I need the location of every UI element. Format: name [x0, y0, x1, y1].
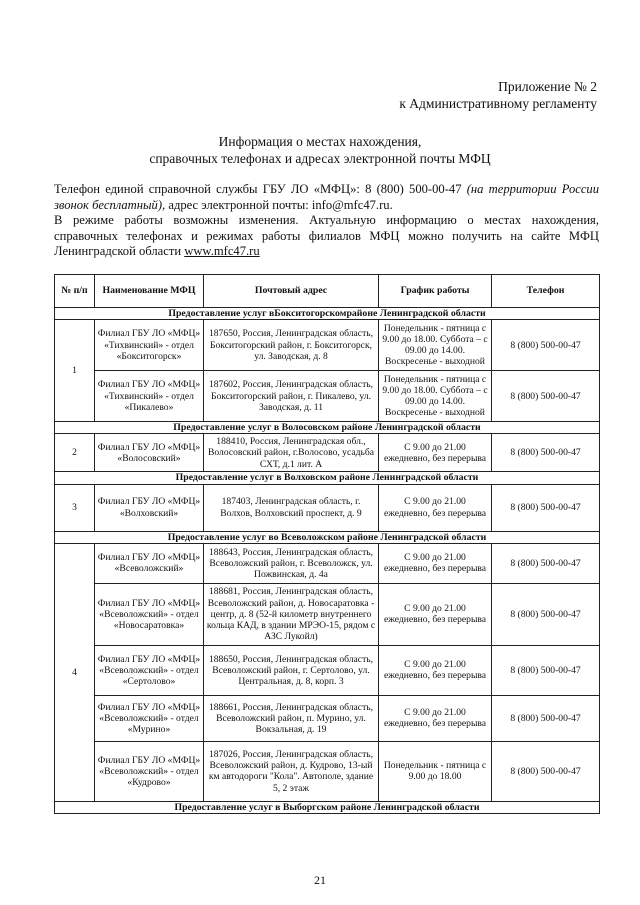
hotline-note: (на территории России звонок бесплатный), [54, 182, 600, 212]
section-row [55, 531, 600, 543]
section-title: Предоставление услуг в Выборгском районе Ленинградской области [55, 801, 600, 813]
table-header-row [55, 275, 600, 308]
mfc-table [54, 274, 600, 814]
appendix-header [399, 78, 597, 112]
table-row [55, 741, 600, 801]
row-number: 1 [55, 320, 95, 422]
mfc-schedule: С 9.00 до 21.00 ежедневно, без перерыва [379, 695, 492, 741]
section-row [55, 422, 600, 434]
table-row [55, 583, 600, 645]
mfc-address: 188410, Россия, Ленинградская обл., Волосовский район, г.Волосово, усадьба СХТ, д.1 лит. А [204, 434, 379, 472]
mfc-name: Филиал ГБУ ЛО «МФЦ» «Всеволожский» [95, 543, 204, 583]
mfc-schedule: С 9.00 до 21.00 ежедневно, без перерыва [379, 645, 492, 695]
section-title: Предоставление услуг в Волосовском районе Ленинградской области [55, 422, 600, 434]
table-row [55, 645, 600, 695]
table-row [55, 434, 600, 472]
row-number: 4 [55, 543, 95, 801]
mfc-phone: 8 (800) 500-00-47 [492, 645, 600, 695]
page-number: 21 [314, 873, 326, 887]
mfc-name: Филиал ГБУ ЛО «МФЦ» «Всеволожский» - отдел «Мурино» [95, 695, 204, 741]
mfc-address: 187602, Россия, Ленинградская область, Бокситогорский район, г. Пикалево, ул. Заводская, д. 11 [204, 371, 379, 422]
mfc-schedule: С 9.00 до 21.00 ежедневно, без перерыва [379, 543, 492, 583]
appendix-number: Приложение № 2 [498, 79, 597, 94]
intro-paragraph-1 [54, 182, 599, 213]
header-schedule: График работы [379, 275, 492, 308]
table-row [55, 484, 600, 531]
section-title: Предоставление услуг во Всеволожском районе Ленинградской области [55, 531, 600, 543]
mfc-address: 187650, Россия, Ленинградская область, Бокситогорский район, г. Бокситогорск, ул. Заводская, д. 8 [204, 320, 379, 371]
row-number: 2 [55, 434, 95, 472]
mfc-address: 188650, Россия, Ленинградская область, Всеволожский район, г. Сертолово, ул. Центральная, д. 8, корп. 3 [204, 645, 379, 695]
table-row [55, 320, 600, 371]
mfc-schedule: С 9.00 до 21.00 ежедневно, без перерыва [379, 434, 492, 472]
mfc-address: 188643, Россия, Ленинградская область, Всеволожский район, г. Всеволожск, ул. Пожвинская, д. 4а [204, 543, 379, 583]
mfc-schedule: Понедельник - пятница с 9.00 до 18.00. Суббота – с 09.00 до 14.00. Воскресенье - выходной [379, 320, 492, 371]
mfc-phone: 8 (800) 500-00-47 [492, 484, 600, 531]
document-title [0, 133, 640, 167]
notice-text: В режиме работы возможны изменения. Актуальную информацию о местах нахождения, справочных телефонах и режимах работы филиалов МФЦ можно получить на сайте МФЦ Ленинградской области [54, 213, 599, 258]
table-row [55, 543, 600, 583]
header-address: Почтовый адрес [204, 275, 379, 308]
email-text: адрес электронной почты: info@mfc47.ru. [168, 197, 393, 212]
hotline-text: Телефон единой справочной службы ГБУ ЛО «МФЦ»: 8 (800) 500-00-47 [54, 182, 462, 196]
intro-paragraph-2 [54, 213, 599, 260]
mfc-name: Филиал ГБУ ЛО «МФЦ» «Тихвинский» - отдел «Бокситогорск» [95, 320, 204, 371]
mfc-address: 187403, Ленинградская область, г. Волхов, Волховский проспект, д. 9 [204, 484, 379, 531]
section-title: Предоставление услуг в Волховском районе Ленинградской области [55, 472, 600, 484]
section-row [55, 472, 600, 484]
mfc-schedule: С 9.00 до 21.00 ежедневно, без перерыва [379, 583, 492, 645]
mfc-phone: 8 (800) 500-00-47 [492, 371, 600, 422]
header-phone: Телефон [492, 275, 600, 308]
table-row [55, 695, 600, 741]
mfc-name: Филиал ГБУ ЛО «МФЦ» «Волховский» [95, 484, 204, 531]
mfc-name: Филиал ГБУ ЛО «МФЦ» «Всеволожский» - отдел «Новосаратовка» [95, 583, 204, 645]
mfc-schedule: Понедельник - пятница с 9.00 до 18.00 [379, 741, 492, 801]
appendix-reference: к Административному регламенту [399, 96, 597, 111]
mfc-address: 187026, Россия, Ленинградская область, Всеволожский район, д. Кудрово, 13-ый км автодороги "Кола". Автополе, здание 5, 2 этаж [204, 741, 379, 801]
mfc-name: Филиал ГБУ ЛО «МФЦ» «Тихвинский» - отдел «Пикалево» [95, 371, 204, 422]
mfc-address: 188661, Россия, Ленинградская область, Всеволожский район, п. Мурино, ул. Вокзальная, д. 19 [204, 695, 379, 741]
table-row [55, 371, 600, 422]
mfc-address: 188681, Россия, Ленинградская область, Всеволожский район, д. Новосаратовка - центр, д. 8 (52-й километр внутреннего кольца КАД, в здании МРЭО-15, рядом с АЗС Лукойл) [204, 583, 379, 645]
mfc-schedule: Понедельник - пятница с 9.00 до 18.00. Суббота – с 09.00 до 14.00. Воскресенье - выходной [379, 371, 492, 422]
title-line-1: Информация о местах нахождения, [218, 134, 422, 149]
mfc-schedule: С 9.00 до 21.00 ежедневно, без перерыва [379, 484, 492, 531]
mfc-phone: 8 (800) 500-00-47 [492, 695, 600, 741]
section-row [55, 308, 600, 320]
website-link[interactable]: www.mfc47.ru [184, 244, 260, 258]
section-row [55, 801, 600, 813]
mfc-name: Филиал ГБУ ЛО «МФЦ» «Всеволожский» - отдел «Сертолово» [95, 645, 204, 695]
mfc-phone: 8 (800) 500-00-47 [492, 320, 600, 371]
title-line-2: справочных телефонах и адресах электронной почты МФЦ [149, 151, 491, 166]
header-name: Наименование МФЦ [95, 275, 204, 308]
intro-text [54, 182, 599, 260]
section-title: Предоставление услуг вБокситогорскомрайоне Ленинградской области [55, 308, 600, 320]
mfc-name: Филиал ГБУ ЛО «МФЦ» «Всеволожский» - отдел «Кудрово» [95, 741, 204, 801]
row-number: 3 [55, 484, 95, 531]
mfc-phone: 8 (800) 500-00-47 [492, 543, 600, 583]
mfc-phone: 8 (800) 500-00-47 [492, 583, 600, 645]
mfc-phone: 8 (800) 500-00-47 [492, 741, 600, 801]
mfc-phone: 8 (800) 500-00-47 [492, 434, 600, 472]
mfc-name: Филиал ГБУ ЛО «МФЦ» «Волосовский» [95, 434, 204, 472]
header-number: № п/п [55, 275, 95, 308]
